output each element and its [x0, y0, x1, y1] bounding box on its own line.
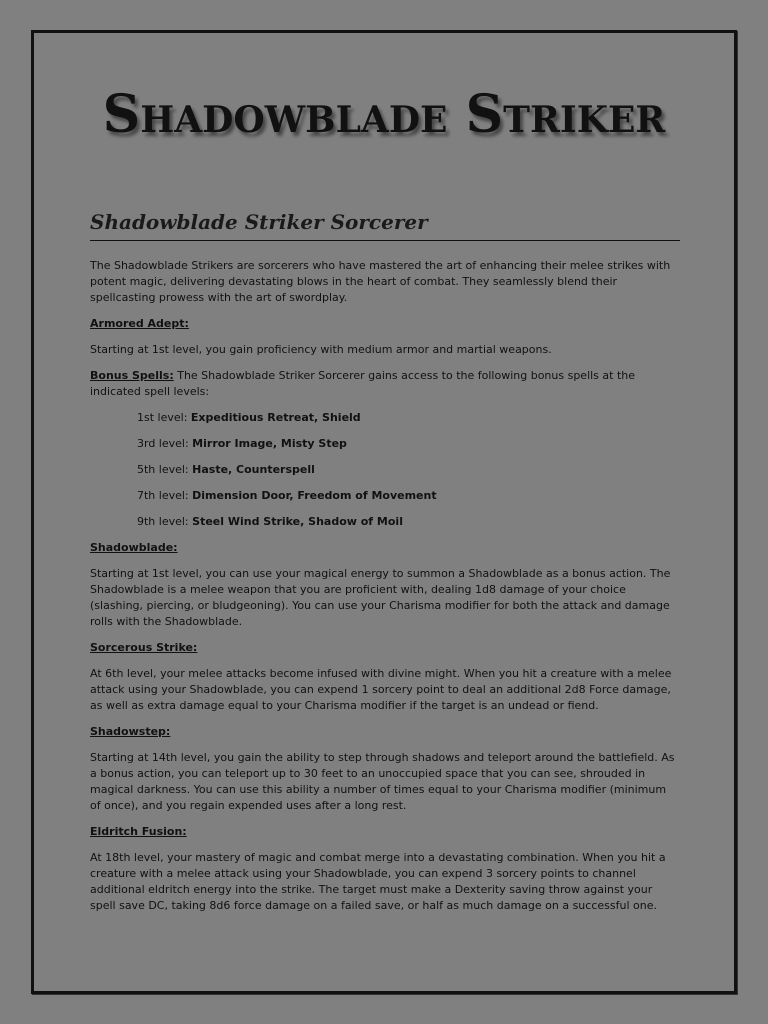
- spell-level-label: 1st level:: [137, 411, 191, 424]
- shadowstep-heading: Shadowstep:: [90, 725, 171, 738]
- bonus-spells-text: The Shadowblade Striker Sorcerer gains access to the following bonus spells at the indicated spell levels:: [90, 369, 636, 398]
- intro-paragraph: The Shadowblade Strikers are sorcerers who have mastered the art of enhancing their melee strikes with potent magic, delivering devastating blows in the heart of combat. They seamlessly blend their spellcasting prowess with the art of swordplay.: [90, 259, 671, 304]
- eldritch-fusion-heading: Eldritch Fusion:: [90, 825, 187, 838]
- spell-names: Haste, Counterspell: [192, 463, 315, 476]
- spell-level-label: 5th level:: [137, 463, 193, 476]
- bonus-spells-heading: Bonus Spells:: [90, 369, 174, 382]
- sorcerous-strike-heading: Sorcerous Strike:: [90, 641, 198, 654]
- spell-level-line: [137, 410, 680, 426]
- spell-level-label: 7th level:: [137, 489, 193, 502]
- shadowblade-heading: Shadowblade:: [90, 541, 178, 554]
- page-title: Shadowblade Striker: [102, 84, 666, 145]
- spell-level-label: 9th level:: [137, 515, 193, 528]
- armored-adept-heading: Armored Adept:: [90, 317, 189, 330]
- spell-names: Dimension Door, Freedom of Movement: [192, 489, 437, 502]
- shadowstep-text: Starting at 14th level, you gain the ability to step through shadows and teleport around the battlefield. As a bonus action, you can teleport up to 30 feet to an unoccupied space that you can see, shrouded in magical darkness. You can use this ability a number of times equal to your Charisma modifier (minimum of once), and you regain expended uses after a long rest.: [90, 751, 675, 812]
- armored-adept-text: Starting at 1st level, you gain proficiency with medium armor and martial weapons.: [90, 343, 552, 356]
- sorcerous-strike-text: At 6th level, your melee attacks become infused with divine might. When you hit a creature with a melee attack using your Shadowblade, you can expend 1 sorcery point to deal an additional 2d8 Force damage, as well as extra damage equal to your Charisma modifier if the target is an undead or fiend.: [90, 667, 672, 712]
- spell-level-line: [137, 462, 680, 478]
- shadowblade-text: Starting at 1st level, you can use your magical energy to summon a Shadowblade as a bonus action. The Shadowblade is a melee weapon that you are proficient with, dealing 1d8 damage of your choice (slashing, piercing, or bludgeoning). You can use your Charisma modifier for both the attack and damage rolls with the Shadowblade.: [90, 567, 671, 628]
- spell-names: Expeditious Retreat, Shield: [190, 411, 361, 424]
- spell-level-line: [137, 488, 680, 504]
- eldritch-fusion-text: At 18th level, your mastery of magic and combat merge into a devastating combination. When you hit a creature with a melee attack using your Shadowblade, you can expend 3 sorcery points to channel additional eldritch energy into the strike. The target must make a Dexterity saving throw against your spell save DC, taking 8d6 force damage on a failed save, or half as much damage on a successful one.: [90, 851, 666, 912]
- spell-level-label: 3rd level:: [137, 437, 193, 450]
- spell-names: Steel Wind Strike, Shadow of Moil: [192, 515, 403, 528]
- document-body: [90, 258, 680, 924]
- spell-level-line: [137, 436, 680, 452]
- spell-level-line: [137, 514, 680, 530]
- section-subtitle: Shadowblade Striker Sorcerer: [90, 210, 680, 241]
- spell-names: Mirror Image, Misty Step: [192, 437, 347, 450]
- bonus-spells-paragraph: [90, 368, 680, 400]
